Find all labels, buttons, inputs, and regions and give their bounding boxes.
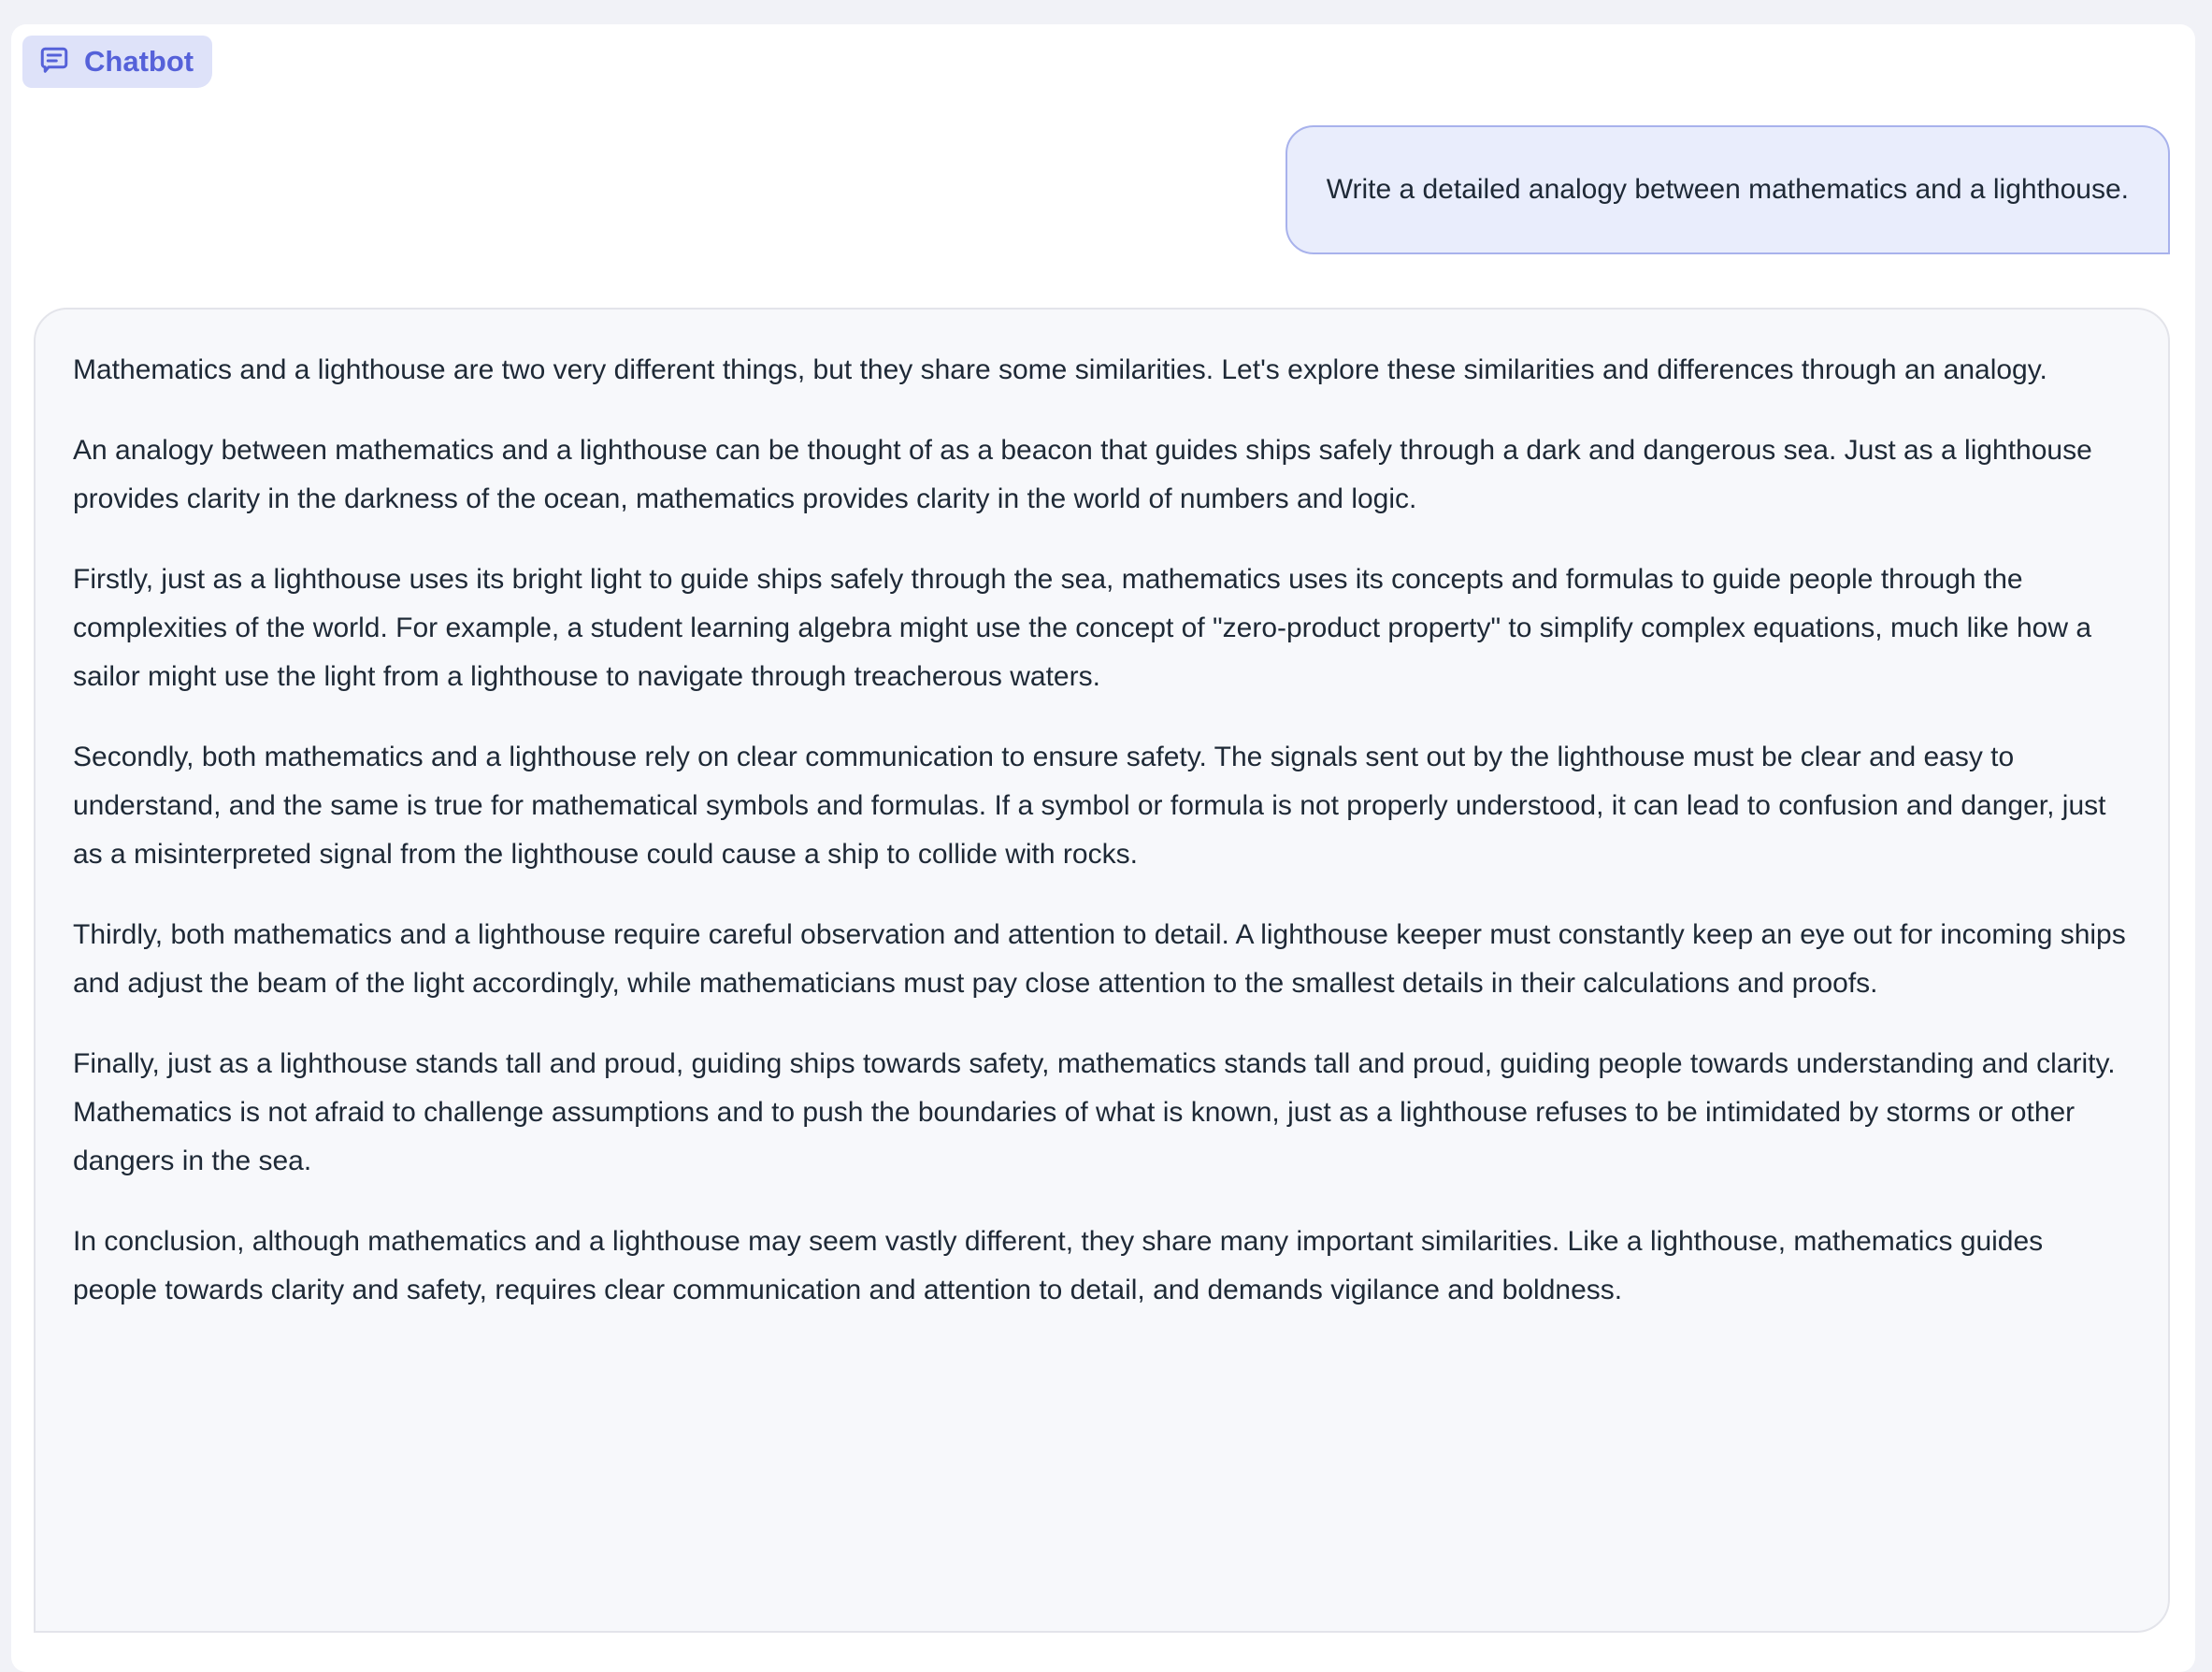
user-message-bubble: Write a detailed analogy between mathematics and a lighthouse. bbox=[1286, 125, 2170, 254]
bot-paragraph: Secondly, both mathematics and a lighthouse rely on clear communication to ensure safety. The signals sent out by the lighthouse must be clear and easy to understand, and the same is true for mathematical symbols and formulas. If a symbol or formula is not properly understood, it can lead to confusion and danger, just as a misinterpreted signal from the lighthouse could cause a ship to collide with rocks. bbox=[73, 742, 2106, 870]
bot-paragraph: Firstly, just as a lighthouse uses its bright light to guide ships safely through the sea, mathematics uses its concepts and formulas to guide people through the complexities of the world. For example, a student learning algebra might use the concept of "zero-product property" to simplify complex equations, much like how a sailor might use the light from a lighthouse to navigate through treacherous waters. bbox=[73, 564, 2092, 692]
bot-paragraph: An analogy between mathematics and a lighthouse can be thought of as a beacon that guides ships safely through a dark and dangerous sea. Just as a lighthouse provides clarity in the darkness of the ocean, mathematics provides clarity in the world of numbers and logic. bbox=[73, 435, 2092, 514]
bot-paragraph: Mathematics and a lighthouse are two very different things, but they share some similarities. Let's explore these similarities and differences through an analogy. bbox=[73, 354, 2047, 385]
bot-message-bubble bbox=[34, 308, 2170, 1633]
bot-paragraph: Thirdly, both mathematics and a lighthouse require careful observation and attention to detail. A lighthouse keeper must constantly keep an eye out for incoming ships and adjust the beam of the light accordingly, while mathematicians must pay close attention to the smallest details in their calculations and proofs. bbox=[73, 919, 2126, 999]
bot-paragraph: In conclusion, although mathematics and a lighthouse may seem vastly different, they share many important similarities. Like a lighthouse, mathematics guides people towards clarity and safety, requires clear communication and attention to detail, and demands vigilance and boldness. bbox=[73, 1226, 2044, 1305]
user-message-row bbox=[34, 125, 2170, 254]
chatbot-panel bbox=[11, 24, 2195, 1672]
chat-message-list bbox=[11, 24, 2195, 1633]
bot-paragraph: Finally, just as a lighthouse stands tall and proud, guiding ships towards safety, mathematics stands tall and proud, guiding people towards understanding and clarity. Mathematics is not afraid to challenge assumptions and to push the boundaries of what is known, just as a lighthouse refuses to be intimidated by storms or other dangers in the sea. bbox=[73, 1048, 2116, 1176]
chatbot-label-text: Chatbot bbox=[84, 44, 194, 78]
